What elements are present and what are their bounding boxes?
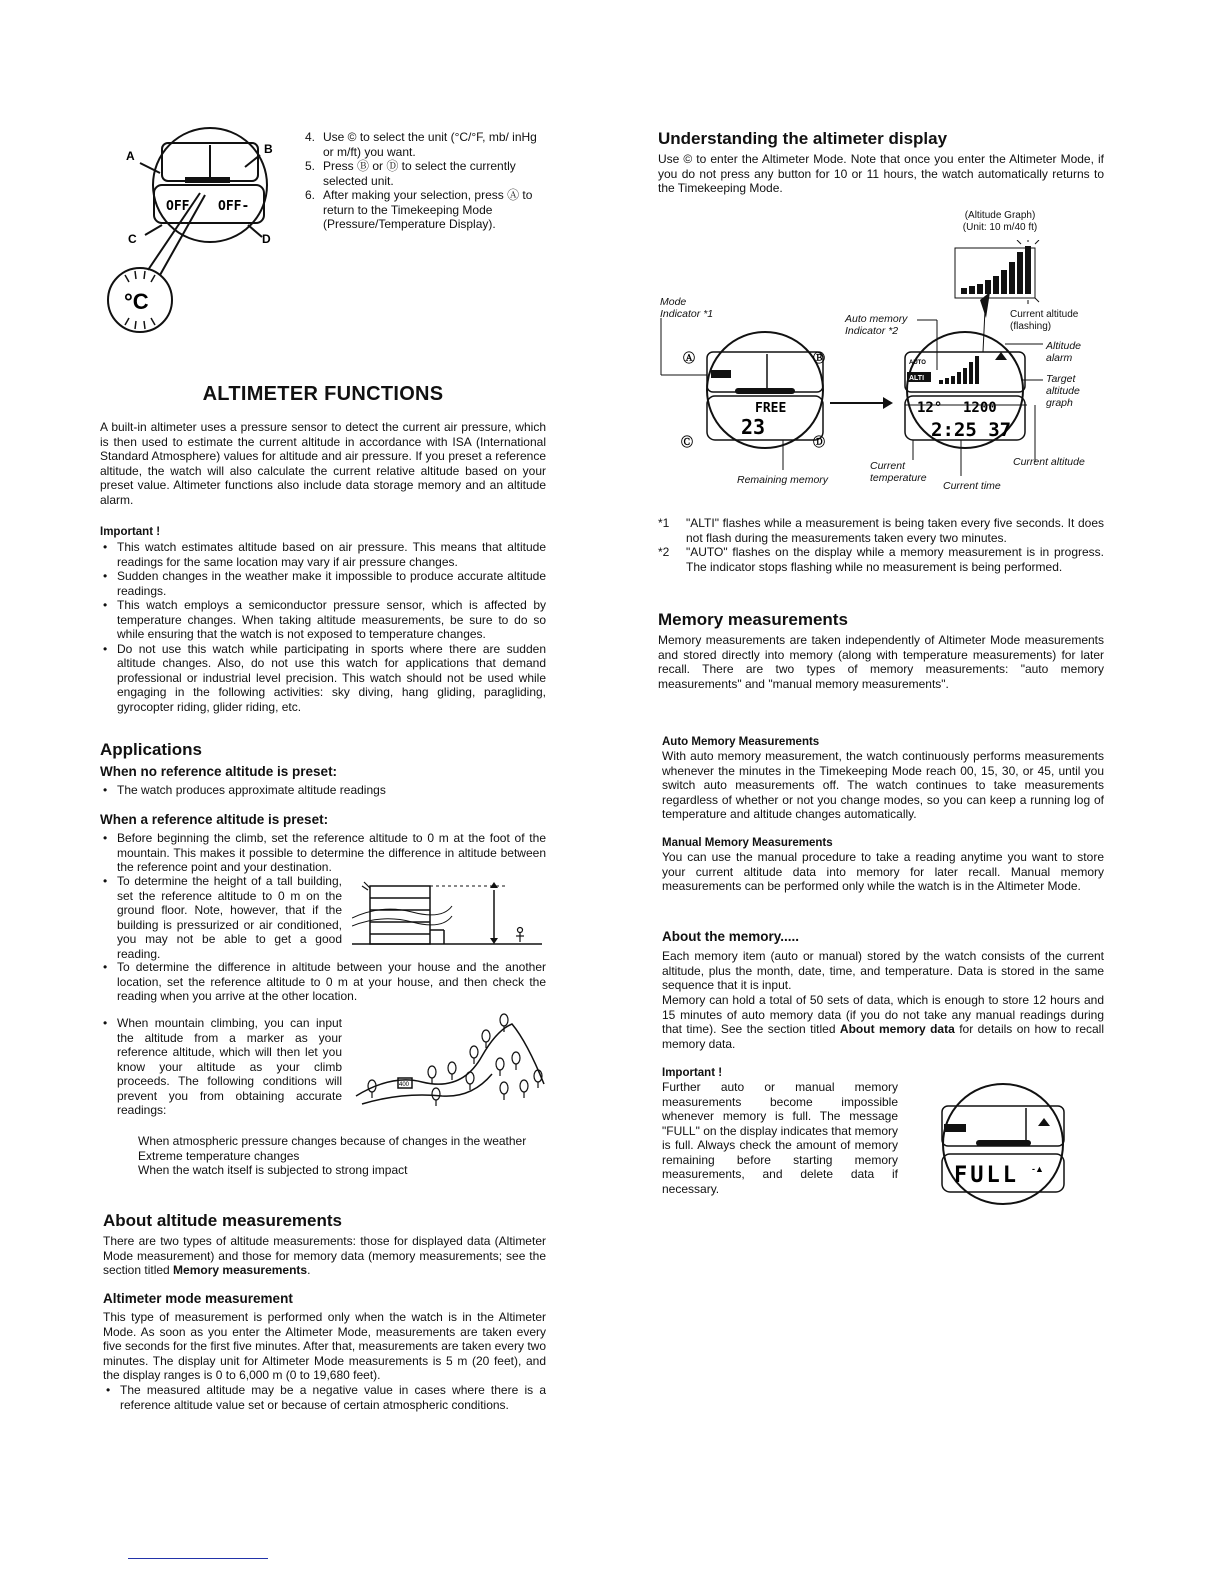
auto-memory-text: With auto memory measurement, the watch continuously performs measurements whenever the minutes in the Timekeeping Mode reach 00, 15, 30, or 45, until you switch auto measurements off. The watch continues to take measurements regardless of whether or not you change modes, so you can keep a running log of temperature and altitude changes automatically. <box>662 749 1104 821</box>
svg-text:Ⓒ: Ⓒ <box>681 435 694 449</box>
reference-item: • Before beginning the climb, set the reference altitude to 0 m at the foot of the mountain. This makes it possible to determine the difference in altitude between the reference point and your destination. <box>100 831 546 875</box>
no-reference-item: • The watch produces approximate altitude readings <box>100 783 546 798</box>
important-item: • This watch estimates altitude based on air pressure. This means that altitude readings for the same location may vary if air pressure changes. <box>100 540 546 569</box>
memory-measurements-text: Memory measurements are taken independently of Altimeter Mode measurements and stored directly into memory (along with temperature measurements) for later recall. There are two types of memory measurements: "auto memory measurements" and "manual memory measurements". <box>658 633 1104 691</box>
building-illustration <box>352 878 542 950</box>
mode-indicator-label: Mode Indicator *1 <box>660 296 714 320</box>
condition-item: When the watch itself is subjected to strong impact <box>138 1163 408 1177</box>
mountain-illustration <box>352 1012 547 1112</box>
button-c-label: C <box>128 232 137 246</box>
current-time-label: Current time <box>943 480 1001 492</box>
memory-important-heading: Important ! <box>662 1067 723 1079</box>
understanding-text: Use © to enter the Altimeter Mode. Note that once you enter the Altimeter Mode, if you do not press any button for 10 or 11 hours, the watch automatically returns to the Timekeeping Mode. <box>658 152 1104 195</box>
enlarged-altitude-graph <box>955 240 1039 304</box>
reference-item: • When mountain climbing, you can input the altitude from a marker as your reference altitude, which will then let you know your altitude as your climb proceeds. The following conditions will prevent you from obtaining accurate readings: <box>100 1016 342 1118</box>
condition-item: When atmospheric pressure changes because of changes in the weather <box>138 1134 527 1148</box>
reference-heading: When a reference altitude is preset: <box>100 812 329 827</box>
marker-label: 400 <box>399 1082 410 1088</box>
current-altitude-flashing-label: Current altitude (flashing) <box>1010 309 1079 332</box>
manual-memory-text: You can use the manual procedure to take a reading anytime you want to store your current altitude data into memory for later recall. Manual memory measurements can be performed only while the watch is in the Altimeter Mode. <box>662 850 1104 893</box>
remaining-memory-label: Remaining memory <box>737 474 829 486</box>
svg-text:Ⓐ: Ⓐ <box>683 351 696 365</box>
lcd-remaining-count: 23 <box>741 415 766 439</box>
about-memory-text-1: Each memory item (auto or manual) stored by the watch consists of the current altitude, plus the month, date, time, and temperature. Data is stored in the same sequence that it is input. <box>662 949 1104 992</box>
unit-step: 4. Use © to select the unit (°C/°F, mb/ inHg or m/ft) you want. <box>305 130 537 159</box>
applications-title: Applications <box>100 740 203 759</box>
footnotes <box>658 516 1104 574</box>
altimeter-mode-list <box>103 1383 546 1412</box>
footnote: *2 "AUTO" flashes on the display while a memory measurement is in progress. The indicator stops flashing while no measurement is being performed. <box>658 545 1104 574</box>
zoom-celsius-label: °C <box>124 289 149 314</box>
lcd-altitude: 1200 <box>963 400 997 416</box>
important-item: • This watch employs a semiconductor pressure sensor, which is affected by temperature changes. When taking altitude measurements, be sure to do so while ensuring that the watch is not exposed to temperature changes. <box>100 598 546 642</box>
button-b-label: B <box>264 142 273 156</box>
footnote: *1 "ALTI" flashes while a measurement is being taken every five seconds. It does not flash during the measurements taken every two minutes. <box>658 516 1104 545</box>
altitude-graph-caption: (Altitude Graph) (Unit: 10 m/40 ft) <box>962 210 1038 233</box>
altimeter-intro: A built-in altimeter uses a pressure sensor to detect the current air pressure, which is then used to estimate the current altitude in accordance with ISA (International Standard Atmosphere) values for altitude and air pressure. If you preset a reference altitude, the watch will also calculate the current relative altitude based on your preset value. Altimeter functions also include data storage memory and an altitude alarm. <box>100 420 546 507</box>
reference-list-2 <box>100 874 342 961</box>
lcd-full: FULL <box>954 1163 1019 1188</box>
conditions-list <box>138 1134 548 1178</box>
memory-full-watch <box>928 1082 1078 1212</box>
about-altitude-title: About altitude measurements <box>103 1211 342 1230</box>
target-altitude-graph-label: Target altitude graph <box>1046 373 1080 409</box>
about-memory-heading: About the memory..... <box>662 929 800 944</box>
lcd-temperature: 12° <box>917 400 943 416</box>
no-reference-heading: When no reference altitude is preset: <box>100 764 338 779</box>
important-list <box>100 540 546 714</box>
unit-watch-illustration <box>100 125 290 340</box>
memory-important-text: Further auto or manual memory measurements become impossible whenever memory is full. The message "FULL" on the display indicates that memory is full. Always check the amount of memory remaining before starting memory measurements, and delete data if necessary. <box>662 1080 898 1196</box>
lcd-free: FREE <box>755 401 787 416</box>
reference-list-3 <box>100 960 546 1004</box>
altimeter-mode-text: This type of measurement is performed only when the watch is in the Altimeter Mode. As soon as you enter the Altimeter Mode, measurements are taken every five seconds for the first five minutes. After that, measurements are taken every two minutes. The display unit for Altimeter Mode measurements is 5 m (20 feet), and the display ranges is 0 to 6,000 m (0 to 19,680 feet). <box>103 1310 546 1382</box>
unit-steps-list <box>305 130 545 232</box>
unit-step: 5. Press Ⓑ or Ⓓ to select the currently selected unit. <box>305 159 516 188</box>
about-altitude-text: There are two types of altitude measurements: those for displayed data (Altimeter Mode measurement) and those for memory data (memory measurements; see the section titled Memory measurements. <box>103 1234 546 1277</box>
lcd-off-right: OFF- <box>218 199 250 214</box>
important-heading: Important ! <box>100 526 161 538</box>
altimeter-functions-title: ALTIMETER FUNCTIONS <box>202 383 444 405</box>
svg-text:Ⓑ: Ⓑ <box>813 351 826 365</box>
auto-memory-heading: Auto Memory Measurements <box>662 736 820 748</box>
current-altitude-label: Current altitude <box>1013 456 1085 468</box>
no-reference-list <box>100 783 546 798</box>
manual-memory-heading: Manual Memory Measurements <box>662 837 833 849</box>
unit-step: 6. After making your selection, press Ⓐ to return to the Timekeeping Mode (Pressure/Temperature Display). <box>305 188 533 231</box>
reference-item: • To determine the difference in altitude between your house and the another location, set the reference altitude to 0 m at your house, and then check the reading when you arrive at the other location. <box>100 960 546 1004</box>
important-item: • Do not use this watch while participating in sports where there are sudden altitude changes. Also, do not use this watch for applications that demand professional or industrial level precision. This watch should not be used while engaging in the following activities: sky diving, hang gliding, paragliding, gyrocopter riding, glider riding, etc. <box>100 642 546 715</box>
svg-text:-▲: -▲ <box>1032 1164 1044 1174</box>
altimeter-mode-item: • The measured altitude may be a negative value in cases where there is a reference altitude value set or because of certain atmospheric conditions. <box>103 1383 546 1412</box>
understanding-title: Understanding the altimeter display <box>658 129 948 148</box>
bottom-rule <box>128 1558 268 1559</box>
svg-text:Ⓓ: Ⓓ <box>813 435 826 449</box>
condition-item: Extreme temperature changes <box>138 1148 300 1163</box>
about-memory-text-2: Memory can hold a total of 50 sets of data, which is enough to store 12 hours and 15 minutes of auto memory data (if you do not take any manual readings during that time). See the section titled About memory data for details on how to recall memory data. <box>662 993 1105 1051</box>
lcd-off-left: OFF <box>166 199 190 214</box>
auto-memory-indicator-label: Auto memory Indicator *2 <box>845 313 908 337</box>
lcd-time: 2:25 37 <box>931 419 1012 441</box>
current-temperature-label: Current temperature <box>870 460 927 484</box>
reference-item: • To determine the height of a tall building, set the reference altitude to 0 m on the ground floor. Note, however, that if the building is pressurized or air conditioned, you may not be able to get a good reading. <box>100 874 342 961</box>
altitude-alarm-label: Altitude alarm <box>1046 340 1082 364</box>
button-a-label: A <box>126 149 135 163</box>
lcd-alti-indicator: ALTI <box>909 375 925 382</box>
button-d-label: D <box>262 232 271 246</box>
altimeter-mode-heading: Altimeter mode measurement <box>103 1291 293 1306</box>
reference-list-4 <box>100 1016 342 1118</box>
lcd-auto-indicator: AUTO <box>909 360 926 366</box>
left-watch-face <box>661 318 825 470</box>
important-item: • Sudden changes in the weather make it impossible to produce accurate altitude readings. <box>100 569 546 598</box>
reference-list-1 <box>100 831 546 875</box>
memory-measurements-title: Memory measurements <box>658 610 848 629</box>
